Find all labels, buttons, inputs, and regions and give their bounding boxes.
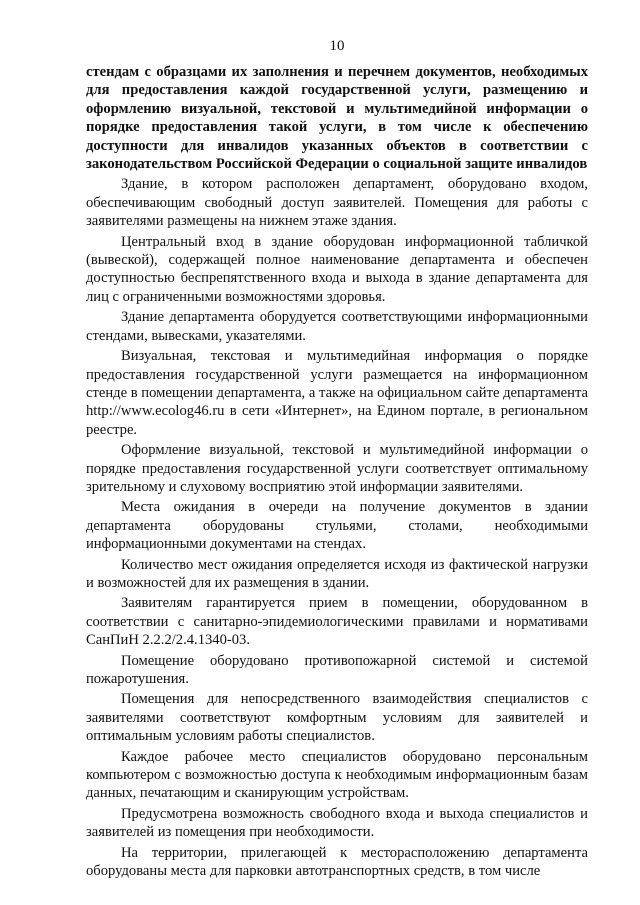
paragraph-info-stands: Здание департамента оборудуется соответствующими информационными стендами, вывесками, указателями.: [86, 309, 588, 344]
page-number: 10: [329, 38, 345, 54]
document-page: [86, 37, 588, 880]
paragraph-central-entrance: Центральный вход в здание оборудован информационной табличкой (вывеской), содержащей полное наименование департамента и обеспечен доступностью беспрепятственного входа и выхода в здание департамента для лиц с ограниченными возможностями здоровья.: [86, 233, 588, 305]
paragraph-reception-guarantee: Заявителям гарантируется прием в помещении, оборудованном в соответствии с санитарно-эпидемиологическими правилами и нормативами СанПиН 2.2.2/2.4.1340-03.: [86, 595, 588, 649]
section-heading: стендам с образцами их заполнения и перечнем документов, необходимых для предоставления каждой государственной услуги, размещению и оформлению визуальной, текстовой и мультимедийной информации о порядке предоставления такой услуги, в том числе к обеспечению доступности для инвалидов указанных объектов в соответствии с законодательством Российской Федерации о социальной защите инвалидов: [86, 64, 588, 173]
paragraph-building-entrance: Здание, в котором расположен департамент, оборудовано входом, обеспечивающим свободный доступ заявителей. Помещения для работы с заявителями размещены на нижнем этаже здания.: [86, 176, 588, 230]
paragraph-visual-info: Визуальная, текстовая и мультимедийная информация о порядке предоставления государственной услуги размещается на информационном стенде в помещении департамента, а также на официальном сайте департамента http://www.ecolog46.ru в сети «Интернет», на Едином портале, в региональном реестре.: [86, 348, 588, 438]
paragraph-free-access: Предусмотрена возможность свободного входа и выхода специалистов и заявителей из помещения при необходимости.: [86, 805, 588, 841]
paragraph-interaction-rooms: Помещения для непосредственного взаимодействия специалистов с заявителями соответствуют комфортным условиям для заявителей и оптимальным условиям работы специалистов.: [86, 691, 588, 745]
paragraph-waiting-places: Места ожидания в очереди на получение документов в здании департамента оборудованы стульями, столами, необходимыми информационными документами на стендах.: [86, 499, 588, 553]
paragraph-workplaces: Каждое рабочее место специалистов оборудовано персональным компьютером с возможностью доступа к необходимым информационным базам данных, печатающим и сканирующим устройствам.: [86, 748, 588, 802]
paragraph-info-design: Оформление визуальной, текстовой и мультимедийной информации о порядке предоставления государственной услуги соответствует оптимальному зрительному и слуховому восприятию этой информации заявителями.: [86, 442, 588, 495]
paragraph-fire-system: Помещение оборудовано противопожарной системой и системой пожаротушения.: [86, 652, 588, 687]
paragraph-waiting-count: Количество мест ожидания определяется исходя из фактической нагрузки и возможностей для их размещения в здании.: [86, 556, 588, 591]
paragraph-parking: На территории, прилегающей к месторасположению департамента оборудованы места для парковки автотранспортных средств, в том числе: [86, 844, 588, 880]
